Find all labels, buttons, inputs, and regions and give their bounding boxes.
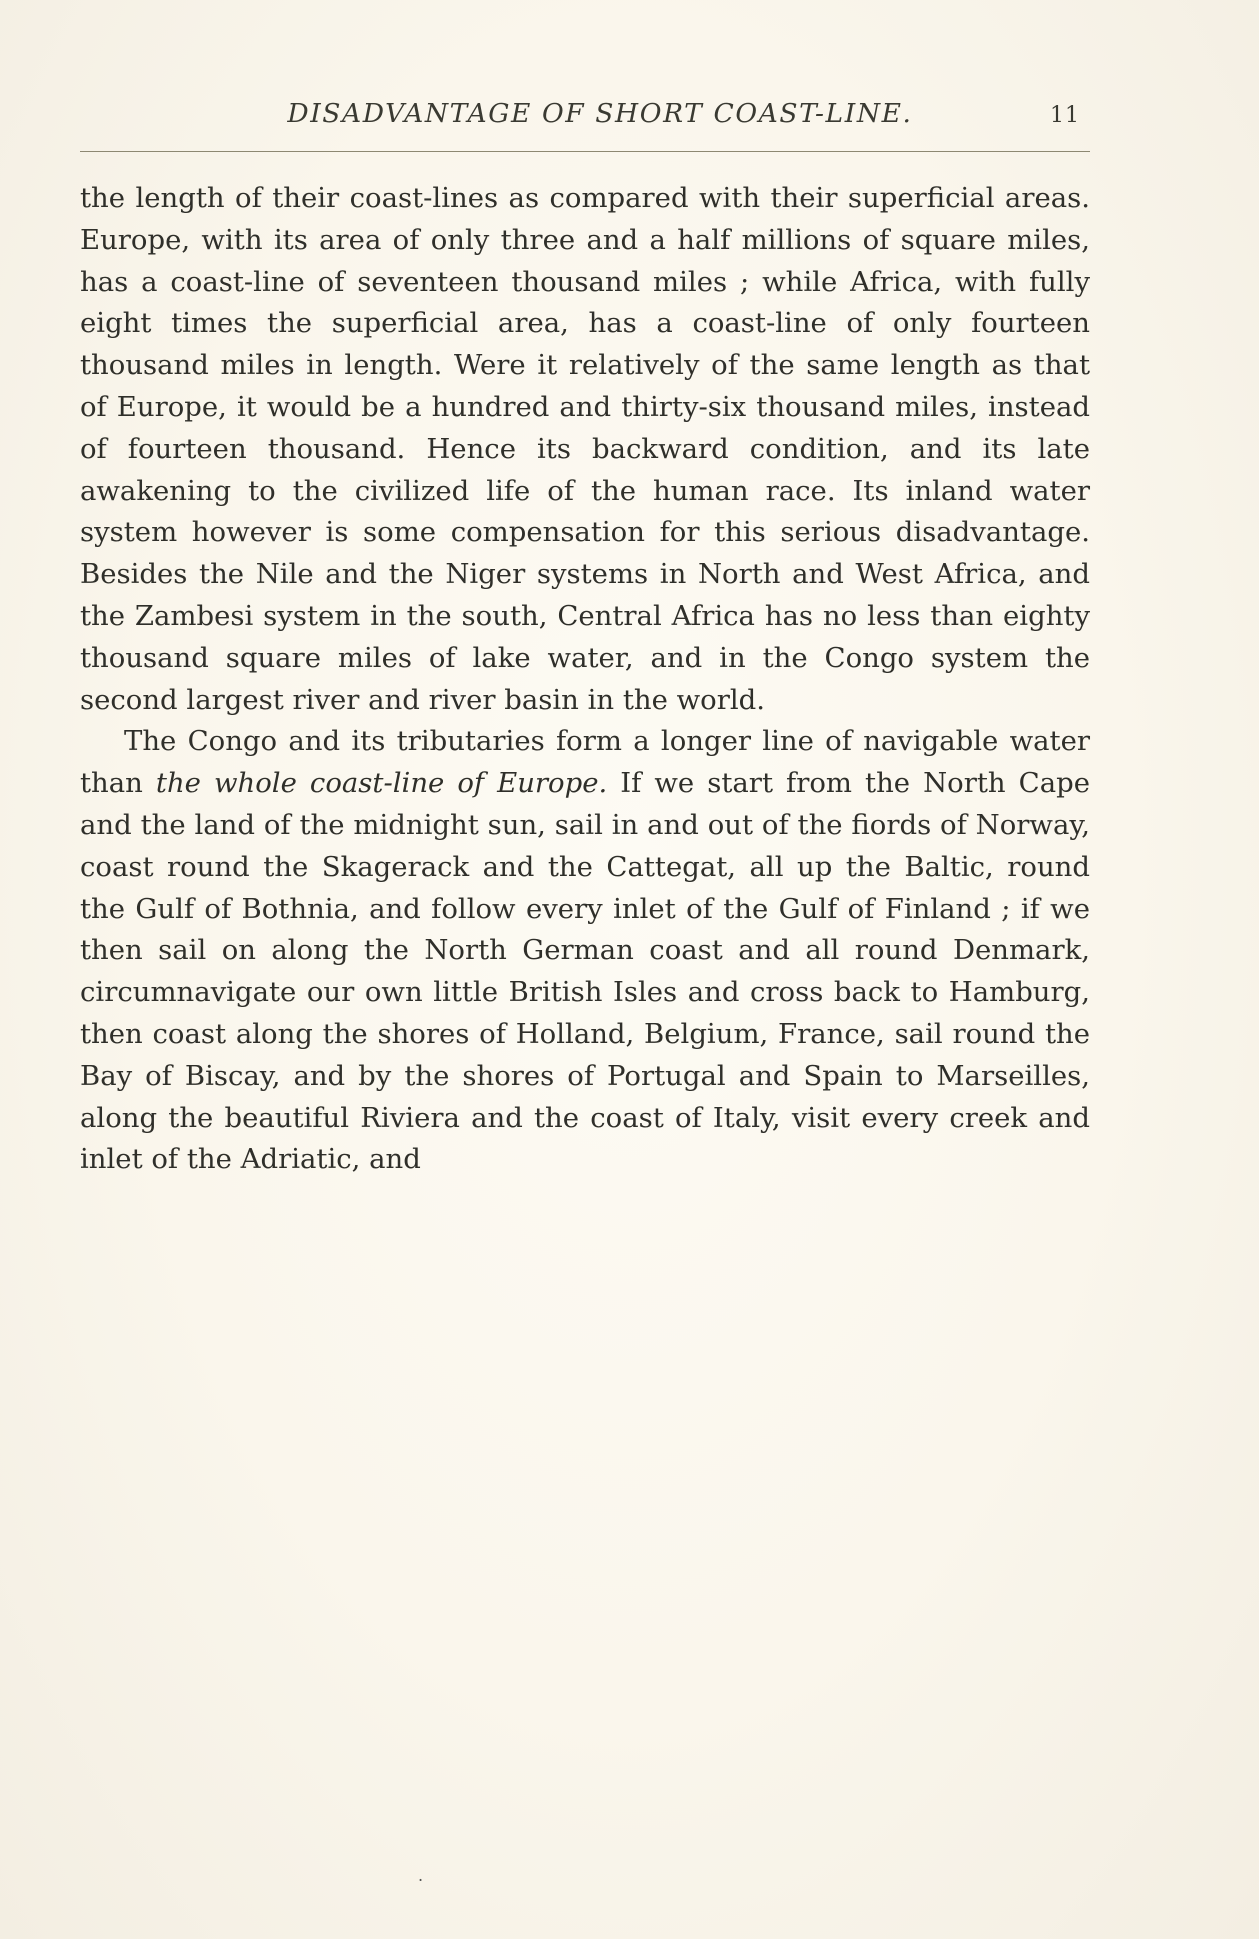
page-header <box>80 98 1090 129</box>
paragraph-2-text-before-italic: The Congo and its tributaries form a longer line of navigable water than <box>80 725 1090 800</box>
paragraph-1: the length of their coast-lines as compared with their superficial areas. Europe, with its area of only three and a half millions of square miles, has a coast-line of seventeen thousand miles ; while Africa, with fully eight times the superficial area, has a coast-line of only fourteen thousand miles in length. Were it relatively of the same length as that of Europe, it would be a hundred and thirty-six thousand miles, instead of fourteen thousand. Hence its backward condition, and its late awakening to the civilized life of the human race. Its inland water system however is some compensation for this serious disadvantage. Besides the Nile and the Niger systems in North and West Africa, and the Zambesi system in the south, Central Africa has no less than eighty thousand square miles of lake water, and in the Congo system the second largest river and river basin in the world. <box>80 182 1090 716</box>
footer-mark: . <box>418 1866 424 1885</box>
page-content <box>80 98 1090 1181</box>
body-text <box>80 178 1090 1181</box>
page-number: 11 <box>1050 103 1080 128</box>
header-rule <box>80 151 1090 152</box>
paragraph-2 <box>80 721 1090 1181</box>
running-head: DISADVANTAGE OF SHORT COAST-LINE. <box>287 98 913 129</box>
paragraph-2-italic-phrase: the whole coast-line of Europe. <box>155 767 608 800</box>
paragraph-2-text-after-italic: If we start from the North Cape and the land of the midnight sun, sail in and out of the fiords of Norway, coast round the Skagerack and the Cattegat, all up the Baltic, round the Gulf of Bothnia, and follow every inlet of the Gulf of Finland ; if we then sail on along the North German coast and all round Denmark, circumnavigate our own little British Isles and cross back to Hamburg, then coast along the shores of Holland, Belgium, France, sail round the Bay of Biscay, and by the shores of Portugal and Spain to Marseilles, along the beautiful Riviera and the coast of Italy, visit every creek and inlet of the Adriatic, and <box>80 767 1091 1176</box>
